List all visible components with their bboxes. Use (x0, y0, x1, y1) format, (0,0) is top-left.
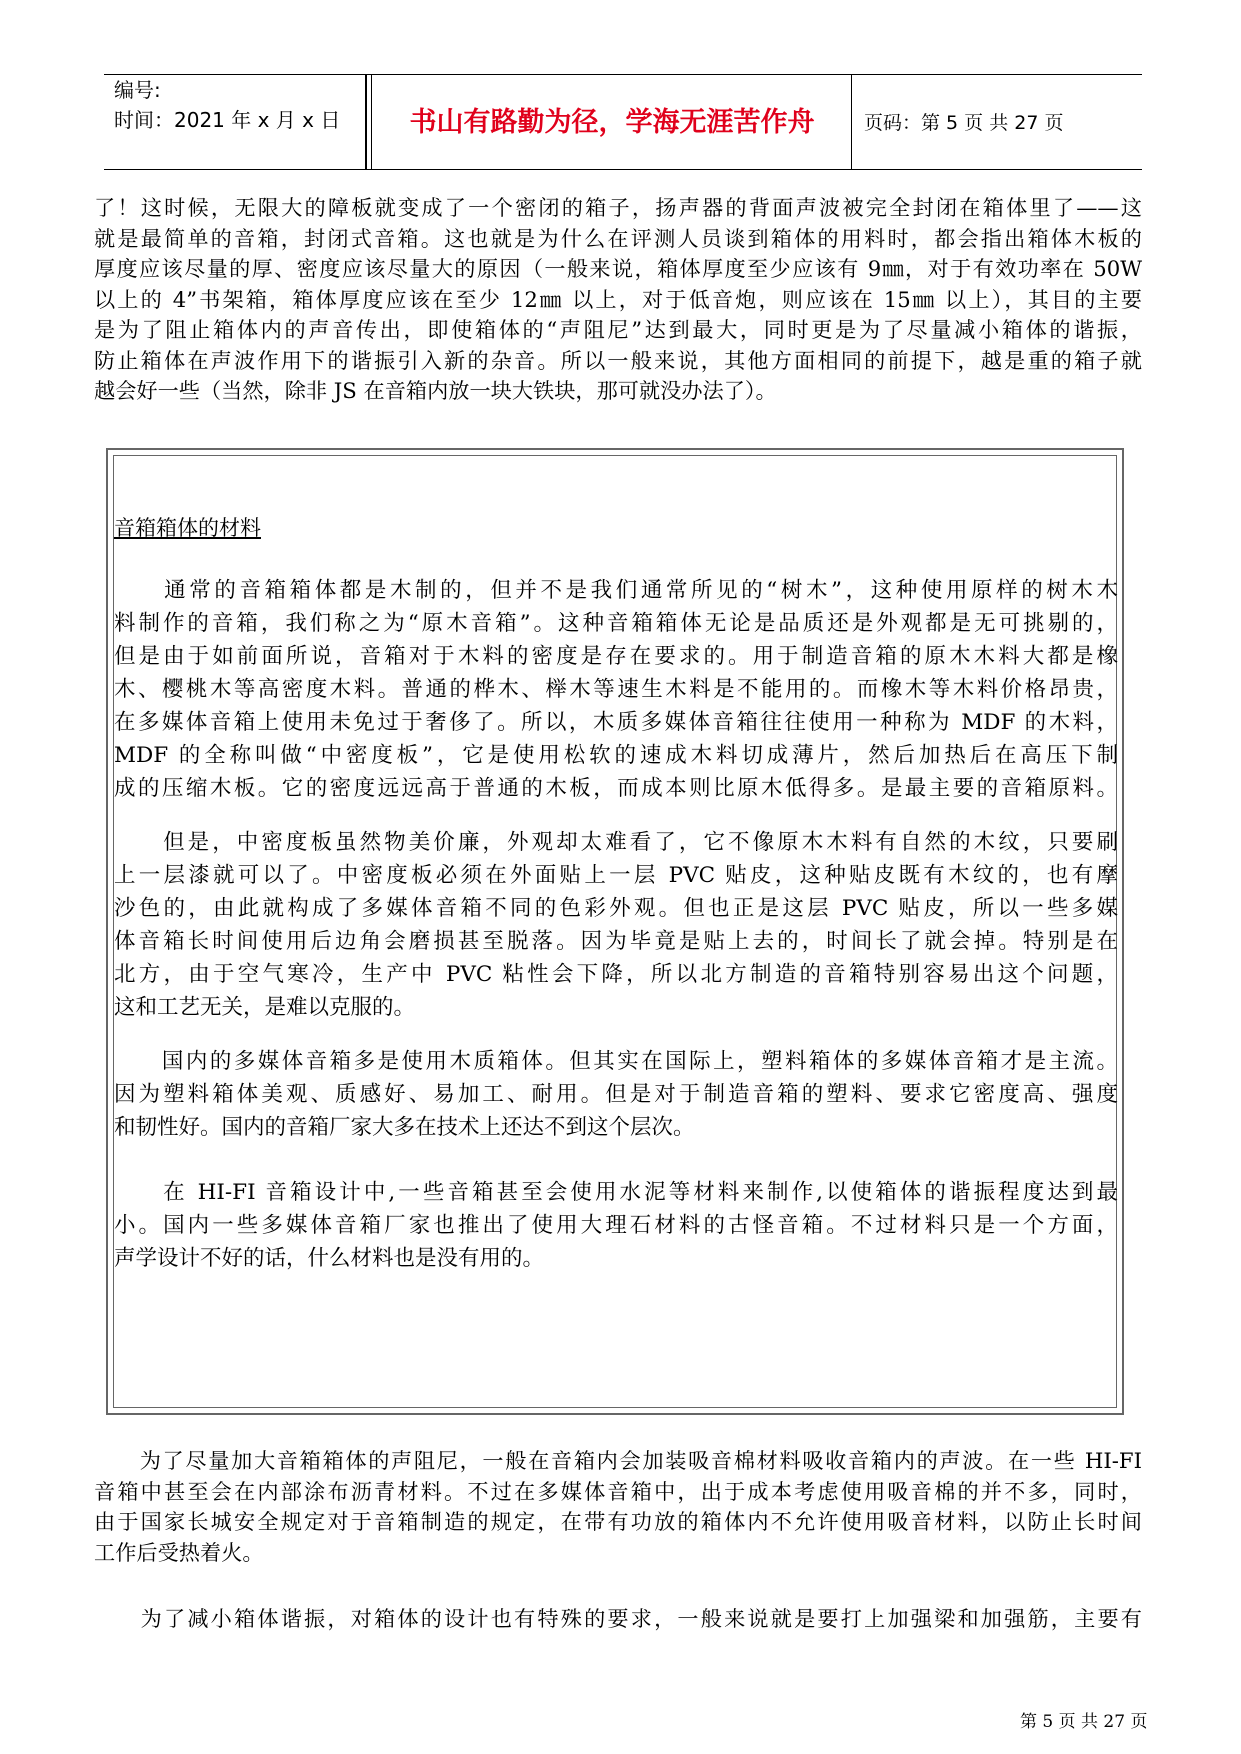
text-line: 小。国内一些多媒体音箱厂家也推出了使用大理石材料的古怪音箱。不过材料只是一个方面， (114, 1213, 1118, 1238)
text-line: MDF 的全称叫做“中密度板”，它是使用松软的速成木料切成薄片，然后加热后在高压下制 (114, 743, 1118, 768)
text-line: 沙色的，由此就构成了多媒体音箱不同的色彩外观。但也正是这层 PVC 贴皮，所以一些多媒 (114, 896, 1118, 921)
serial-label: 编号: (114, 78, 161, 102)
motto: 书山有路勤为径，学海无涯苦作舟 (409, 107, 815, 138)
box-paragraph-3 (114, 1045, 1118, 1144)
text-line: 声学设计不好的话，什么材料也是没有用的。 (114, 1246, 545, 1271)
text-line: 上一层漆就可以了。中密度板必须在外面贴上一层 PVC 贴皮，这种贴皮既有木纹的，也有摩 (114, 863, 1118, 888)
text-line: 北方，由于空气寒冷，生产中 PVC 粘性会下降，所以北方制造的音箱特别容易出这个问题， (114, 962, 1118, 987)
header-meta-cell (104, 75, 367, 170)
text-line: 是为了阻止箱体内的声音传出，即使箱体的“声阻尼”达到最大，同时更是为了尽量减小箱体的谐振， (94, 317, 1142, 342)
intro-paragraph (94, 193, 1142, 407)
header-motto-cell (372, 75, 852, 170)
text-line: 音箱中甚至会在内部涂布沥青材料。不过在多媒体音箱中，出于成本考虑使用吸音棉的并不多，同时， (94, 1478, 1142, 1504)
text-line: 体音箱长时间使用后边角会磨损甚至脱落。因为毕竟是贴上去的，时间长了就会掉。特别是在 (114, 929, 1118, 954)
box-paragraph-2 (114, 826, 1118, 1024)
time-label: 时间：2021 年 x 月 x 日 (114, 108, 341, 132)
text-line: 厚度应该尽量的厚、密度应该尽量大的原因（一般来说，箱体厚度至少应该有 9㎜，对于有效功率在 50W (94, 256, 1142, 281)
text-line: 这和工艺无关，是难以克服的。 (114, 995, 416, 1020)
text-line: 由于国家长城安全规定对于音箱制造的规定，在带有功放的箱体内不允许使用吸音材料，以防止长时间 (94, 1509, 1142, 1534)
text-line: 在多媒体音箱上使用未免过于奢侈了。所以，木质多媒体音箱往往使用一种称为 MDF 的木料， (114, 710, 1118, 735)
page-header (104, 74, 1142, 170)
header-page-label: 页码：第 5 页 共 27 页 (864, 112, 1064, 134)
text-line: 通常的音箱箱体都是木制的，但并不是我们通常所见的“树木”，这种使用原样的树木木 (114, 578, 1118, 603)
box-paragraph-1 (114, 574, 1118, 805)
text-line: 工作后受热着火。 (94, 1539, 264, 1565)
text-line: 以上的 4”书架箱，箱体厚度应该在至少 12㎜ 以上，对于低音炮，则应该在 15㎜ 以上），其目的主要 (94, 286, 1142, 312)
page-footer: 第 5 页 共 27 页 (1020, 1712, 1148, 1732)
box-title: 音箱箱体的材料 (114, 516, 261, 540)
box-paragraph-4 (114, 1176, 1118, 1275)
text-line: 在 HI-FI 音箱设计中,一些音箱甚至会使用水泥等材料来制作,以使箱体的谐振程度达到最 (114, 1180, 1118, 1205)
text-line: 但是，中密度板虽然物美价廉，外观却太难看了，它不像原木木料有自然的木纹，只要刷 (114, 830, 1118, 855)
text-line: 就是最简单的音箱，封闭式音箱。这也就是为什么在评测人员谈到箱体的用料时，都会指出箱体木板的 (94, 225, 1142, 251)
text-line: 为了尽量加大音箱箱体的声阻尼，一般在音箱内会加装吸音棉材料吸收音箱内的声波。在一些 HI-FI (94, 1448, 1142, 1473)
text-line: 为了减小箱体谐振，对箱体的设计也有特殊的要求，一般来说就是要打上加强梁和加强筋，主要有 (94, 1606, 1142, 1631)
header-page-cell (852, 75, 1142, 170)
text-line: 防止箱体在声波作用下的谐振引入新的杂音。所以一般来说，其他方面相同的前提下，越是重的箱子就 (94, 347, 1142, 373)
text-line: 因为塑料箱体美观、质感好、易加工、耐用。但是对于制造音箱的塑料、要求它密度高、强度 (114, 1082, 1118, 1107)
text-line: 料制作的音箱，我们称之为“原木音箱”。这种音箱箱体无论是品质还是外观都是无可挑剔的， (114, 611, 1118, 636)
after-paragraph-1 (94, 1446, 1142, 1568)
text-line: 但是由于如前面所说，音箱对于木料的密度是存在要求的。用于制造音箱的原木木料大都是橡 (114, 644, 1118, 669)
after-paragraph-2 (94, 1604, 1142, 1635)
text-line: 木、樱桃木等高密度木料。普通的桦木、榉木等速生木料是不能用的。而橡木等木料价格昂贵， (114, 677, 1118, 702)
text-line: 和韧性好。国内的音箱厂家大多在技术上还达不到这个层次。 (114, 1115, 695, 1140)
text-line: 成的压缩木板。它的密度远远高于普通的木板，而成本则比原木低得多。是最主要的音箱原料。 (114, 776, 1118, 801)
text-line: 越会好一些（当然，除非 JS 在音箱内放一块大铁块，那可就没办法了）。 (94, 378, 777, 403)
text-line: 了！这时候，无限大的障板就变成了一个密闭的箱子，扬声器的背面声波被完全封闭在箱体里了——这 (94, 195, 1142, 220)
text-line: 国内的多媒体音箱多是使用木质箱体。但其实在国际上，塑料箱体的多媒体音箱才是主流。 (114, 1049, 1118, 1074)
